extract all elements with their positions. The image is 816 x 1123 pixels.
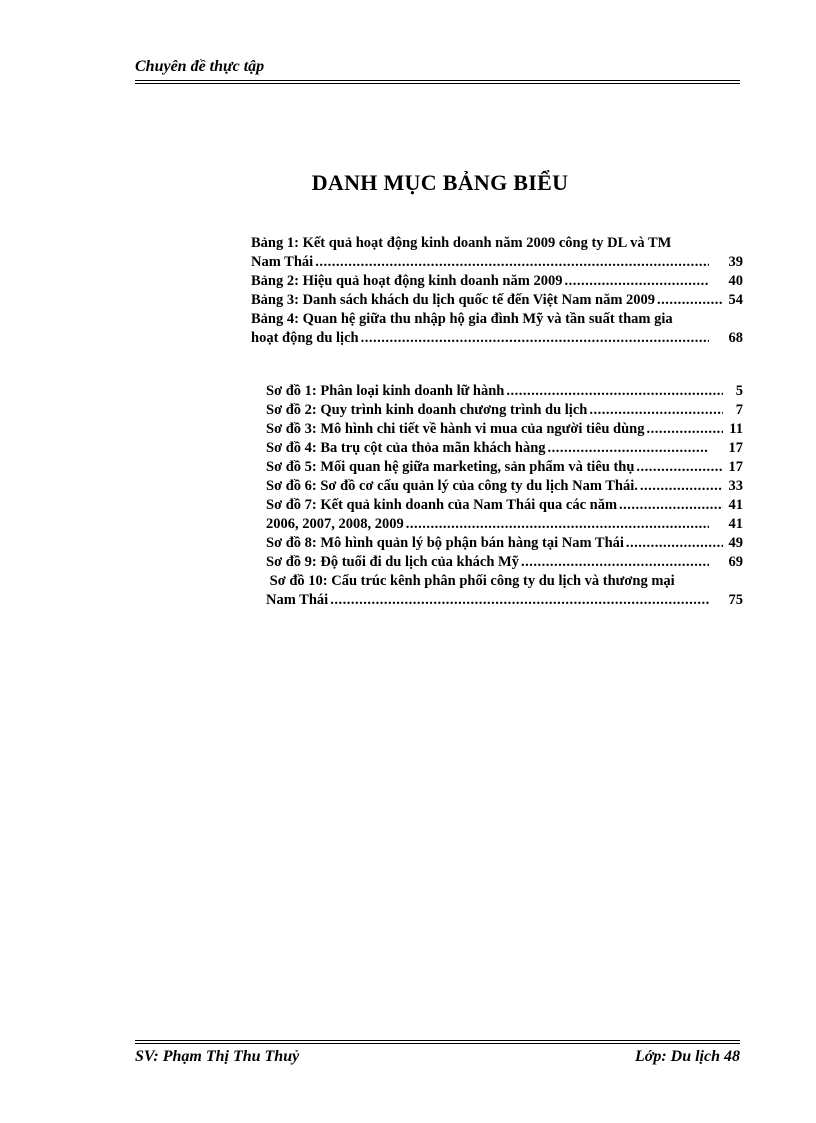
toc-entry-text-line1: Bảng 4: Quan hệ giữa thu nhập hộ gia đình Mỹ và tần suất tham gia [251, 311, 673, 327]
toc-entry-diagram-4[interactable] [266, 439, 743, 458]
toc-entry-text-line1: Sơ đồ 10: Cấu trúc kênh phân phối công ty du lịch và thương mại [266, 573, 675, 589]
footer-student: SV: Phạm Thị Thu Thuỷ [135, 1048, 300, 1065]
toc-entry-text: Bảng 3: Danh sách khách du lịch quốc tế đến Việt Nam năm 2009 [251, 292, 656, 308]
toc-entry-diagram-3[interactable] [266, 420, 743, 439]
page-title: DANH MỤC BẢNG BIỂU [311, 170, 569, 195]
dot-leader [589, 401, 723, 420]
toc-entry-diagram-6[interactable] [266, 477, 743, 496]
toc-entry-text: Bảng 2: Hiệu quả hoạt động kinh doanh năm 2009 [251, 273, 563, 289]
toc-entry-diagram-1[interactable] [266, 382, 743, 401]
dot-leader [406, 515, 709, 534]
toc-entry-diagram-2[interactable] [266, 401, 743, 420]
dot-leader [315, 253, 709, 272]
toc-entry-table-3[interactable] [251, 291, 743, 310]
toc-entry-page: 5 [735, 383, 743, 399]
toc-entry-diagram-5[interactable] [266, 458, 743, 477]
toc-entry-text: Sơ đồ 5: Mối quan hệ giữa marketing, sản phẩm và tiêu thụ [266, 459, 635, 475]
toc-entry-page: 39 [728, 254, 743, 270]
dot-leader [626, 534, 723, 553]
toc-entry-page: 41 [728, 497, 743, 513]
toc-entry-text: Sơ đồ 9: Độ tuổi đi du lịch của khách Mỹ [266, 554, 519, 570]
toc-entry-page: 75 [728, 592, 743, 608]
toc-entry-text: Sơ đồ 1: Phân loại kinh doanh lữ hành [266, 383, 505, 399]
toc-entry-diagram-8[interactable] [266, 534, 743, 553]
dot-leader [619, 496, 722, 515]
dot-leader [521, 553, 709, 572]
toc-entry-text: Sơ đồ 2: Quy trình kinh doanh chương trình du lịch [266, 402, 588, 418]
toc-entry-page: 54 [728, 292, 743, 308]
toc-entry-table-2[interactable] [251, 272, 743, 291]
toc-entry-text: Sơ đồ 6: Sơ đồ cơ cấu quản lý của công ty du lịch Nam Thái. [266, 478, 638, 494]
toc-entry-page: 69 [728, 554, 743, 570]
toc-entry-diagram-10[interactable] [266, 572, 743, 610]
dot-leader [506, 382, 723, 401]
toc-entry-text: 2006, 2007, 2008, 2009 [266, 516, 404, 532]
toc-entry-text: hoạt động du lịch [251, 330, 359, 346]
toc-entry-text-line1: Bảng 1: Kết quả hoạt động kinh doanh năm 2009 công ty DL và TM [251, 235, 672, 251]
header-rule [135, 80, 740, 84]
diagrams-list [266, 382, 743, 610]
dot-leader [646, 420, 723, 439]
dot-leader [657, 291, 722, 310]
toc-entry-diagram-9[interactable] [266, 553, 743, 572]
dot-leader [640, 477, 723, 496]
toc-entry-page: 41 [728, 516, 743, 532]
toc-entry-page: 7 [735, 402, 743, 418]
dot-leader [636, 458, 722, 477]
dot-leader [361, 329, 709, 348]
dot-leader [548, 439, 709, 458]
tables-list [251, 234, 743, 348]
dot-leader [564, 272, 709, 291]
toc-entry-table-4[interactable] [251, 310, 743, 348]
toc-entry-diagram-7-cont[interactable] [266, 515, 743, 534]
footer-rule [135, 1040, 740, 1044]
toc-entry-text: Sơ đồ 4: Ba trụ cột của thỏa mãn khách hàng [266, 440, 546, 456]
toc-entry-page: 40 [728, 273, 743, 289]
toc-entry-text: Sơ đồ 7: Kết quả kinh doanh của Nam Thái qua các năm [266, 497, 618, 513]
toc-entry-text: Nam Thái [251, 254, 314, 270]
toc-entry-page: 17 [728, 440, 743, 456]
toc-entry-page: 33 [728, 478, 743, 494]
toc-entry-page: 11 [729, 421, 743, 437]
toc-entry-text: Nam Thái [266, 592, 329, 608]
toc-entry-diagram-7[interactable] [266, 496, 743, 515]
toc-entry-text: Sơ đồ 8: Mô hình quản lý bộ phận bán hàng tại Nam Thái [266, 535, 624, 551]
toc-entry-table-1[interactable] [251, 234, 743, 272]
toc-entry-page: 68 [728, 330, 743, 346]
toc-entry-page: 49 [728, 535, 743, 551]
header-title: Chuyên đề thực tập [135, 58, 265, 75]
toc-entry-text: Sơ đồ 3: Mô hình chi tiết về hành vi mua của người tiêu dùng [266, 421, 645, 437]
dot-leader [330, 591, 709, 610]
toc-entry-page: 17 [728, 459, 743, 475]
footer-class: Lớp: Du lịch 48 [634, 1048, 740, 1065]
